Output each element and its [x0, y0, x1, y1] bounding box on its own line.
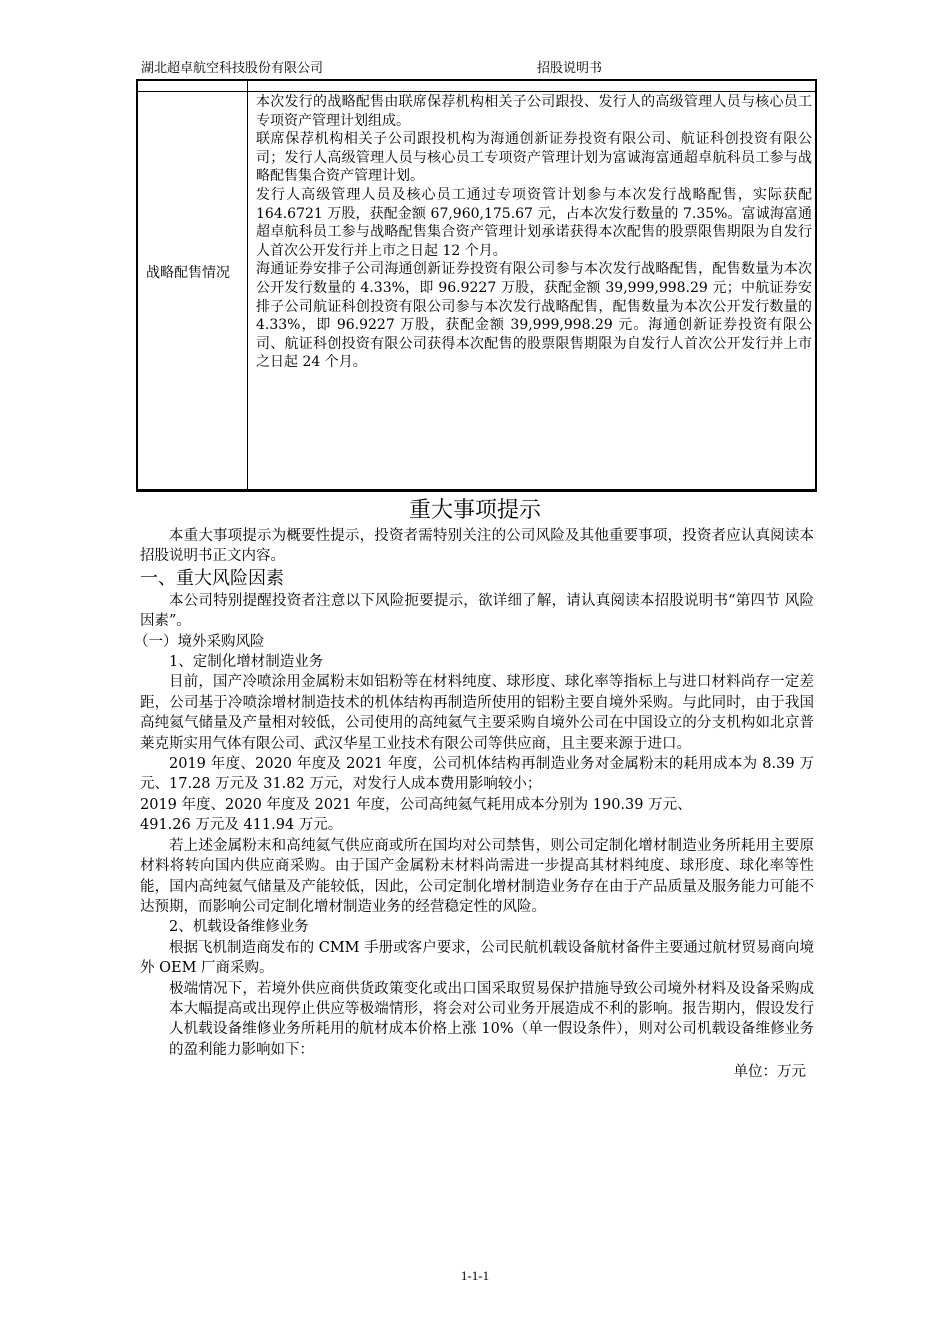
- table-column-divider: [247, 81, 248, 489]
- table-paragraph: 本次发行的战略配售由联席保荐机构相关子公司跟投、发行人的高级管理人员与核心员工专项资产管理计划组成。: [256, 94, 812, 129]
- document-body: [134, 526, 814, 1083]
- heading-overseas-procurement: （一）境外采购风险: [134, 633, 265, 650]
- paragraph-powder-cost: 2019 年度、2020 年度及 2021 年度，公司机体结构再制造业务对金属粉末的耗用成本为 8.39 万元、17.28 万元及 31.82 万元，对发行人成本费用影响较小；: [140, 756, 814, 793]
- paragraph-cmm: 根据飞机制造商发布的 CMM 手册或客户要求，公司民航机载设备航材备件主要通过航材贸易商向境外 OEM 厂商采购。: [140, 939, 814, 977]
- section-title: 重大事项提示: [408, 498, 541, 523]
- paragraph-embargo-risk: 若上述金属粉末和高纯氦气供应商或所在国均对公司禁售，则公司定制化增材制造业务所耗用主要原材料将转向国内供应商采购。由于国产金属粉末材料尚需进一步提高其材料纯度、球形度、球化率等性能，国内高纯氦气储量及产能较低，因此，公司定制化增材制造业务存在由于产品质量及服务能力可能不达预期，而影响公司定制化增材制造业务的经营稳定性的风险。: [140, 837, 814, 915]
- heading-major-risks: 一、重大风险因素: [140, 567, 284, 589]
- company-name: 湖北超卓航空科技股份有限公司: [141, 61, 324, 76]
- table-paragraph: 发行人高级管理人员及核心员工通过专项资管计划参与本次发行战略配售，实际获配 164.6721 万股，获配金额 67,960,175.67 元，占本次发行数量的 7.35%。富诚海富通超卓航科员工参与战略配售集合资产管理计划承诺获得本次配售的股票限售期限为自发行人首次公开发行并上市之日起 12 个月。: [256, 186, 812, 259]
- intro-paragraph: 本重大事项提示为概要性提示，投资者需特别关注的公司风险及其他重要事项，投资者应认真阅读本招股说明书正文内容。: [140, 528, 814, 565]
- heading-airborne-maintenance: 2、机载设备维修业务: [169, 919, 309, 936]
- page-number: 1-1-1: [460, 1268, 490, 1283]
- paragraph-helium-cost-cont: 491.26 万元及 411.94 万元。: [140, 817, 343, 834]
- document-type: 招股说明书: [537, 61, 603, 76]
- risk-intro-paragraph: 本公司特别提醒投资者注意以下风险扼要提示，欲详细了解，请认真阅读本招股说明书“第四节 风险因素”。: [140, 592, 814, 630]
- paragraph-extreme-case: 极端情况下，若境外供应商供货政策变化或出口国采取贸易保护措施导致公司境外材料及设备采购成本大幅提高或出现停止供应等极端情形，将会对公司业务开展造成不利的影响。报告期内，假设发行人机载设备维修业务所耗用的航材成本价格上涨 10%（单一假设条件），则对公司机载设备维修业务的盈利能力影响如下：: [169, 980, 814, 1058]
- table-row-content: [256, 93, 812, 372]
- page-header: [137, 60, 817, 78]
- table-top-rule: [138, 91, 815, 92]
- strategic-placement-table: [136, 79, 817, 492]
- heading-additive-manufacturing: 1、定制化增材制造业务: [169, 654, 324, 671]
- unit-label: 单位：万元: [733, 1064, 806, 1081]
- paragraph-helium-cost: 2019 年度、2020 年度及 2021 年度，公司高纯氦气耗用成本分别为 190.39 万元、: [140, 796, 692, 813]
- table-row-label: 战略配售情况: [146, 265, 230, 281]
- table-paragraph: 联席保荐机构相关子公司跟投机构为海通创新证券投资有限公司、航证科创投资有限公司；发行人高级管理人员与核心员工专项资产管理计划为富诚海富通超卓航科员工参与战略配售集合资产管理计划。: [256, 131, 812, 185]
- table-paragraph: 海通证券安排子公司海通创新证券投资有限公司参与本次发行战略配售，配售数量为本次公开发行数量的 4.33%，即 96.9227 万股，获配金额 39,999,998.29 元；中航证券安排子公司航证科创投资有限公司参与本次发行战略配售，配售数量为本次公开发行数量的 4.33%，即 96.9227 万股，获配金额 39,999,998.29 元。海通创新证券投资有限公司、航证科创投资有限公司获得本次配售的股票限售期限为自发行人首次公开发行并上市之日起 24 个月。: [256, 261, 812, 371]
- paragraph-materials: 目前，国产冷喷涂用金属粉末如铝粉等在材料纯度、球形度、球化率等指标上与进口材料尚存一定差距，公司基于冷喷涂增材制造技术的机体结构再制造所使用的铝粉主要自境外采购。与此同时，由于我国高纯氦气储量及产量相对较低，公司使用的高纯氦气主要采购自境外公司在中国设立的分支机构如北京普莱克斯实用气体有限公司、武汉华星工业技术有限公司等供应商，且主要来源于进口。: [140, 674, 814, 752]
